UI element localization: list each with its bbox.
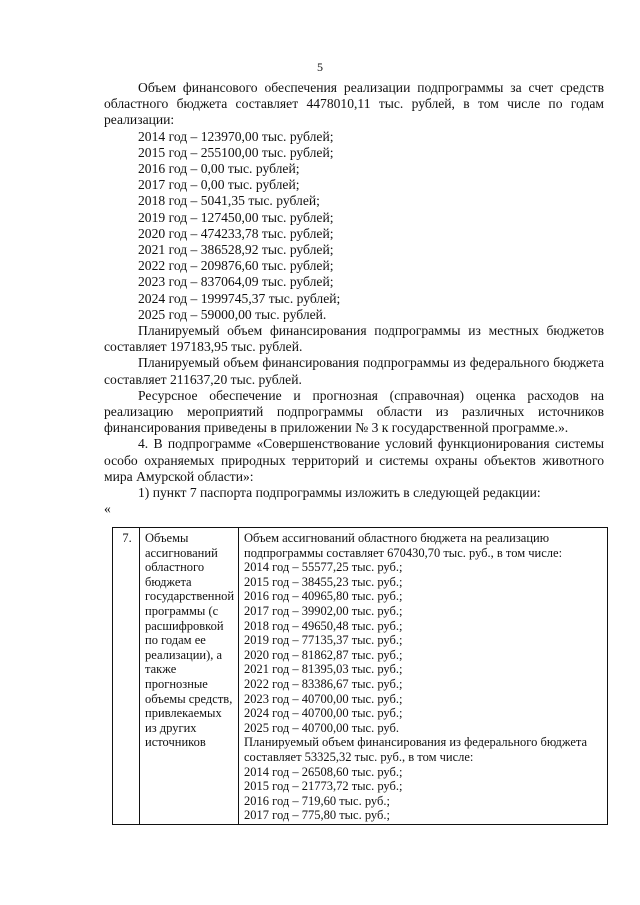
year-list: [104, 129, 604, 323]
year-line: 2023 год – 837064,09 тыс. рублей;: [138, 274, 334, 290]
content-line: 2015 год – 38455,23 тыс. руб.;: [244, 574, 403, 589]
label-line: прогнозные: [145, 676, 208, 691]
content-line: 2024 год – 40700,00 тыс. руб.;: [244, 706, 403, 721]
year-line: 2022 год – 209876,60 тыс. рублей;: [138, 258, 334, 274]
intro-paragraph: Объем финансового обеспечения реализации подпрограммы за счет средств областного бюджета составляет 4478010,11 тыс. рублей, в том числе по годам реализации:: [104, 80, 604, 128]
label-line: также: [145, 662, 177, 677]
row-content: [239, 528, 608, 825]
content-line: 2023 год – 40700,00 тыс. руб.;: [244, 691, 403, 706]
content-line: 2014 год – 55577,25 тыс. руб.;: [244, 560, 403, 575]
year-line: 2014 год – 123970,00 тыс. рублей;: [138, 128, 334, 144]
resource-paragraph: Ресурсное обеспечение и прогнозная (справочная) оценка расходов на реализацию мероприятий подпрограммы области из различных источников финансирования приведены в приложении № 3 к государственной программе.».: [104, 387, 604, 436]
content-line: Планируемый объем финансирования из федерального бюджета: [244, 735, 588, 750]
local-budget-paragraph: Планируемый объем финансирования подпрограммы из местных бюджетов составляет 197183,95 тыс. рублей.: [104, 323, 604, 355]
content-line: 2016 год – 719,60 тыс. руб.;: [244, 793, 390, 808]
content-line: Объем ассигнований областного бюджета на реализацию: [244, 531, 550, 545]
year-line: 2025 год – 59000,00 тыс. рублей.: [138, 306, 327, 322]
content-line: 2016 год – 40965,80 тыс. руб.;: [244, 589, 403, 604]
content-line: 2021 год – 81395,03 тыс. руб.;: [244, 662, 403, 677]
label-line: реализации), а: [145, 647, 223, 662]
year-line: 2016 год – 0,00 тыс. рублей;: [138, 161, 300, 177]
year-line: 2021 год – 386528,92 тыс. рублей;: [138, 242, 334, 258]
content-line: 2015 год – 21773,72 тыс. руб.;: [244, 779, 403, 794]
page-number: 5: [317, 60, 323, 74]
row-label: [140, 528, 239, 825]
content-line: подпрограммы составляет 670430,70 тыс. руб., в том числе:: [244, 545, 563, 560]
year-line: 2020 год – 474233,78 тыс. рублей;: [138, 225, 334, 241]
content-line: 2022 год – 83386,67 тыс. руб.;: [244, 676, 403, 691]
label-line: расшифровкой: [145, 618, 224, 633]
content-line: 2018 год – 49650,48 тыс. руб.;: [244, 618, 403, 633]
year-line: 2024 год – 1999745,37 тыс. рублей;: [138, 290, 341, 306]
opening-quote: «: [104, 501, 111, 517]
label-line: привлекаемых: [145, 706, 222, 721]
content-line: составляет 53325,32 тыс. руб., в том числе:: [244, 749, 474, 764]
item-paragraph: 1) пункт 7 паспорта подпрограммы изложить в следующей редакции:: [138, 485, 541, 501]
year-line: 2019 год – 127450,00 тыс. рублей;: [138, 209, 334, 225]
content-line: 2017 год – 775,80 тыс. руб.;: [244, 808, 390, 823]
year-line: 2018 год – 5041,35 тыс. рублей;: [138, 193, 320, 209]
label-line: программы (с: [145, 603, 219, 618]
content-line: 2020 год – 81862,87 тыс. руб.;: [244, 647, 403, 662]
label-line: бюджета: [145, 574, 192, 589]
subprogram-paragraph: 4. В подпрограмме «Совершенствование условий функционирования системы особо охраняемых природных территорий и системы охраны объектов животного мира Амурской области»:: [104, 436, 604, 484]
content-line: 2017 год – 39902,00 тыс. руб.;: [244, 603, 403, 618]
label-line: Объемы: [145, 531, 189, 545]
federal-budget-paragraph: Планируемый объем финансирования подпрограммы из федерального бюджета составляет 211637,20 тыс. рублей.: [104, 355, 604, 387]
label-line: из других: [145, 720, 197, 735]
content-line: 2014 год – 26508,60 тыс. руб.;: [244, 764, 403, 779]
content-line: 2019 год – 77135,37 тыс. руб.;: [244, 633, 403, 648]
label-line: объемы средств,: [145, 691, 233, 706]
label-line: по годам ее: [145, 633, 206, 648]
year-line: 2015 год – 255100,00 тыс. рублей;: [138, 144, 334, 160]
year-line: 2017 год – 0,00 тыс. рублей;: [138, 177, 300, 193]
content-line: 2025 год – 40700,00 тыс. руб.: [244, 720, 400, 735]
label-line: источников: [145, 735, 206, 750]
table-row: [113, 528, 608, 825]
label-line: областного: [145, 560, 205, 575]
row-number: 7.: [113, 528, 140, 825]
label-line: ассигнований: [145, 545, 218, 560]
label-line: государственной: [145, 589, 235, 604]
passport-table: [112, 527, 608, 825]
body-text: [104, 80, 604, 517]
